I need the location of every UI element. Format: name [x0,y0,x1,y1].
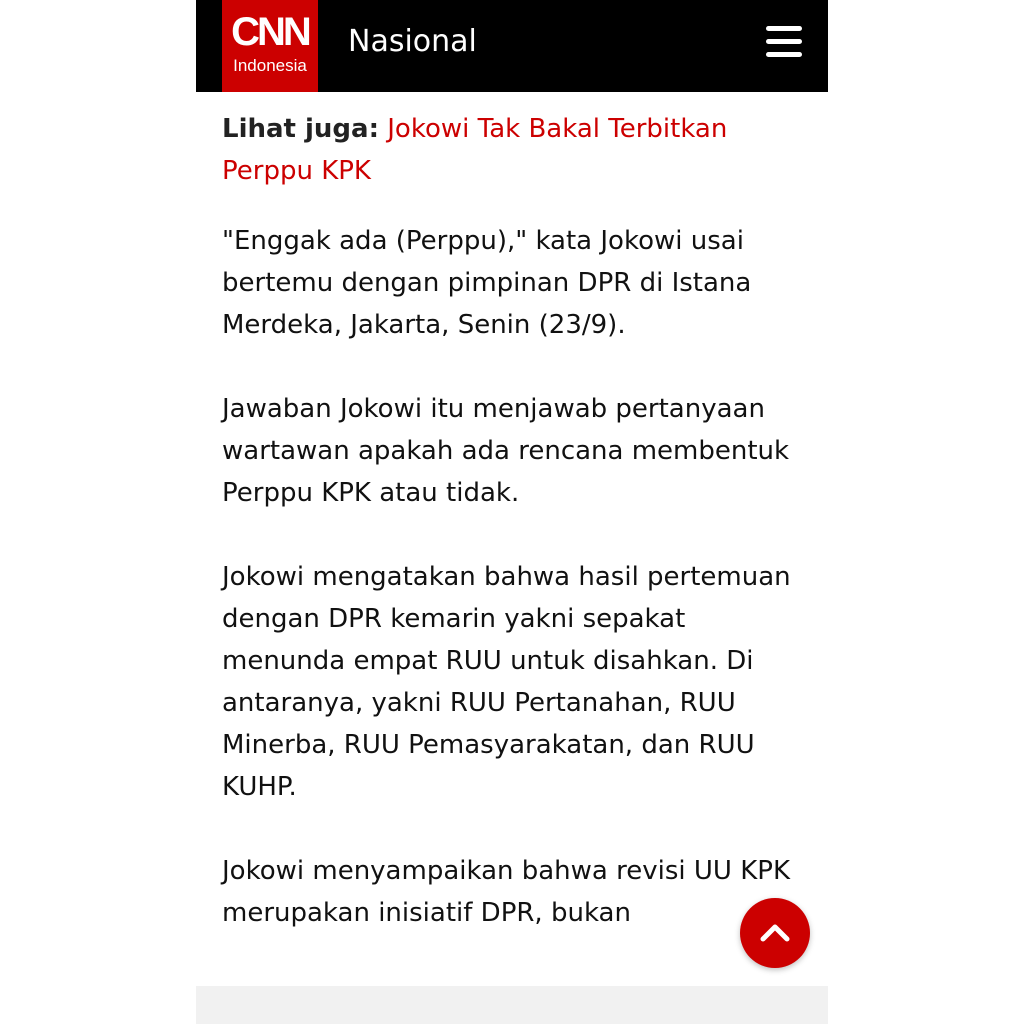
logo-sub-text: Indonesia [233,56,307,75]
see-also [222,108,802,192]
see-also-link[interactable]: Jokowi Tak Bakal Terbitkan Perppu KPK [222,114,728,186]
article-paragraph: "Enggak ada (Perppu)," kata Jokowi usai bertemu dengan pimpinan DPR di Istana Merdeka, Jakarta, Senin (23/9). [222,226,752,340]
chevron-up-icon [757,915,793,951]
see-also-label: Lihat juga: [222,114,379,144]
article-paragraph: Jokowi menyampaikan bahwa revisi UU KPK merupakan inisiatif DPR, bukan [222,856,790,928]
article-body [222,108,802,976]
article-paragraph: Jokowi mengatakan bahwa hasil pertemuan dengan DPR kemarin yakni sepakat menunda empat RUU untuk disahkan. Di antaranya, yakni RUU Pertanahan, RUU Minerba, RUU Pemasyarakatan, dan RUU KUHP. [222,562,791,802]
footer-bar [196,986,828,1024]
section-title[interactable]: Nasional [348,24,477,59]
scroll-to-top-button[interactable] [740,898,810,968]
mobile-page [196,0,828,1024]
cnn-indonesia-logo[interactable] [222,0,318,92]
article-paragraph: Jawaban Jokowi itu menjawab pertanyaan wartawan apakah ada rencana membentuk Perppu KPK atau tidak. [222,394,790,508]
logo-main-text: CNN [231,10,309,54]
hamburger-menu-icon[interactable] [762,24,806,60]
top-navigation-bar [196,0,828,92]
